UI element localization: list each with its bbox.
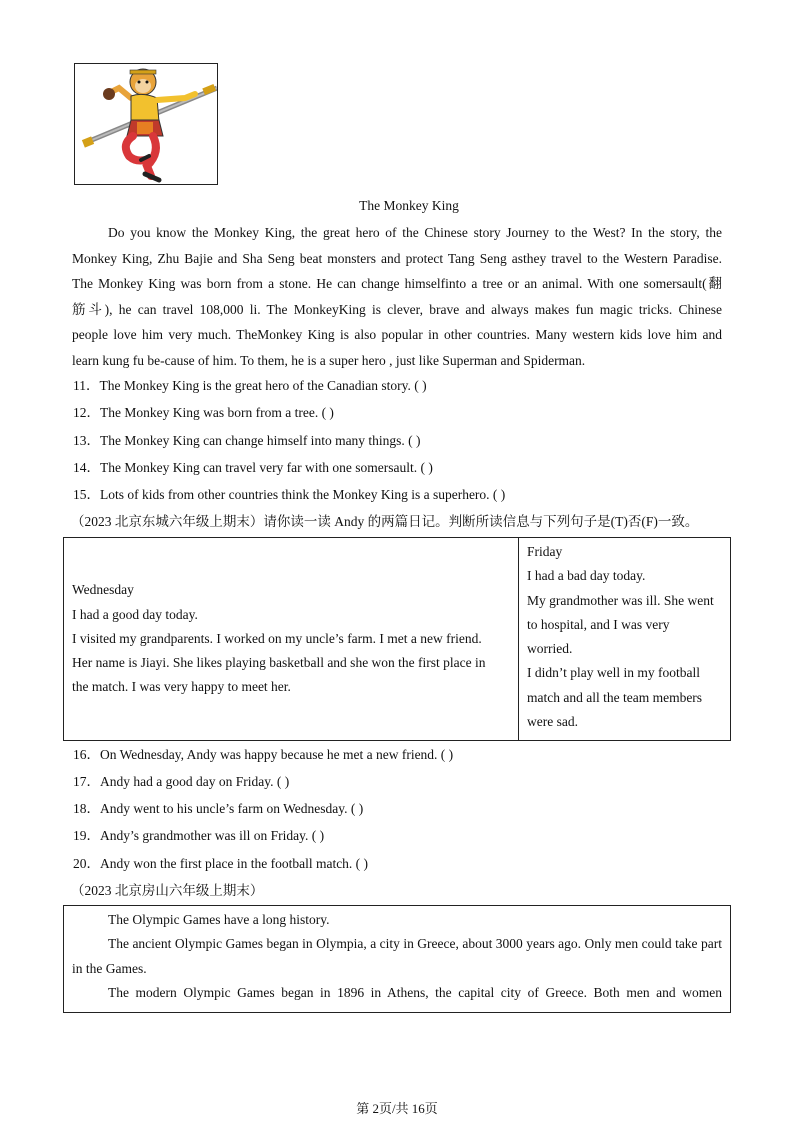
passage-title: The Monkey King [359, 198, 459, 213]
diary-line: My grandmother was ill. She went [527, 592, 714, 608]
monkey-king-illustration [74, 63, 218, 185]
question-15: 15．Lots of kids from other countries think the Monkey King is a superhero. ( ) [73, 487, 506, 502]
passage-line: learn kung fu be-cause of him. To them, he is a super hero , just like Superman and Spiderman. [72, 352, 586, 368]
olympic-paragraph: The Olympic Games have a long history. [108, 912, 330, 927]
source-note-dongcheng: （2023 北京东城六年级上期末）请你读一读 Andy 的两篇日记。判断所读信息与下列句子是(T)否(F)一致。 [71, 514, 699, 529]
diary-line: to hospital, and I was very [527, 616, 670, 632]
question-14: 14．The Monkey King can travel very far with one somersault. ( ) [73, 460, 433, 475]
diary-wednesday [64, 538, 519, 741]
passage-line: people love him very much. TheMonkey King is also popular in other countries. Many western kids love him and [72, 327, 722, 342]
question-20: 20．Andy won the first place in the football match. ( ) [73, 856, 369, 871]
diary-line: Friday [527, 544, 563, 559]
diary-table [63, 537, 731, 741]
olympic-paragraph: The ancient Olympic Games began in Olympia, a city in Greece, about 3000 years ago. Only men could take part in the Games. [72, 936, 722, 976]
question-11: 11．The Monkey King is the great hero of the Canadian story. ( ) [73, 378, 427, 393]
source-note-fangshan: （2023 北京房山六年级上期末） [71, 883, 264, 898]
diary-line: match and all the team members [527, 689, 703, 705]
passage-line: Do you know the Monkey King, the great hero of the Chinese story Journey to the West? In the story, the [108, 225, 722, 240]
olympic-passage-box [63, 905, 731, 1013]
diary-line: I visited my grandparents. I worked on my uncle’s farm. I met a new friend. [72, 630, 482, 646]
diary-line: I had a good day today. [72, 606, 198, 622]
page-number: 第 2页/共 16页 [356, 1101, 438, 1116]
diary-line: Her name is Jiayi. She likes playing basketball and she won the first place in [72, 655, 486, 671]
diary-line: I had a bad day today. [527, 568, 646, 584]
question-19: 19．Andy’s grandmother was ill on Friday. ( ) [73, 828, 325, 843]
question-16: 16．On Wednesday, Andy was happy because he met a new friend. ( ) [73, 747, 454, 762]
diary-line: were sad. [527, 714, 578, 730]
passage-line: The Monkey King was born from a stone. He can change himselfinto a tree or an animal. With one somersault(翻 [72, 276, 722, 291]
diary-line: the match. I was very happy to meet her. [72, 679, 291, 695]
monkey-king-figure [75, 64, 217, 184]
diary-line: I didn’t play well in my football [527, 665, 700, 681]
passage-line: Monkey King, Zhu Bajie and Sha Seng beat monsters and protect Tang Seng asthey travel to the Western Paradise. [72, 250, 722, 266]
question-12: 12．The Monkey King was born from a tree. ( ) [73, 405, 334, 420]
diary-line: worried. [527, 641, 573, 657]
question-18: 18．Andy went to his uncle’s farm on Wednesday. ( ) [73, 801, 364, 816]
question-17: 17．Andy had a good day on Friday. ( ) [73, 774, 290, 789]
monkey-king-passage [72, 220, 722, 373]
passage-line: 筋斗), he can travel 108,000 li. The MonkeyKing is clever, brave and always makes fun magic tricks. Chinese [72, 301, 722, 317]
question-13: 13．The Monkey King can change himself into many things. ( ) [73, 433, 421, 448]
diary-friday [519, 538, 731, 741]
diary-line: Wednesday [72, 582, 134, 598]
olympic-paragraph: The modern Olympic Games began in 1896 in Athens, the capital city of Greece. Both men and women [108, 984, 722, 1000]
